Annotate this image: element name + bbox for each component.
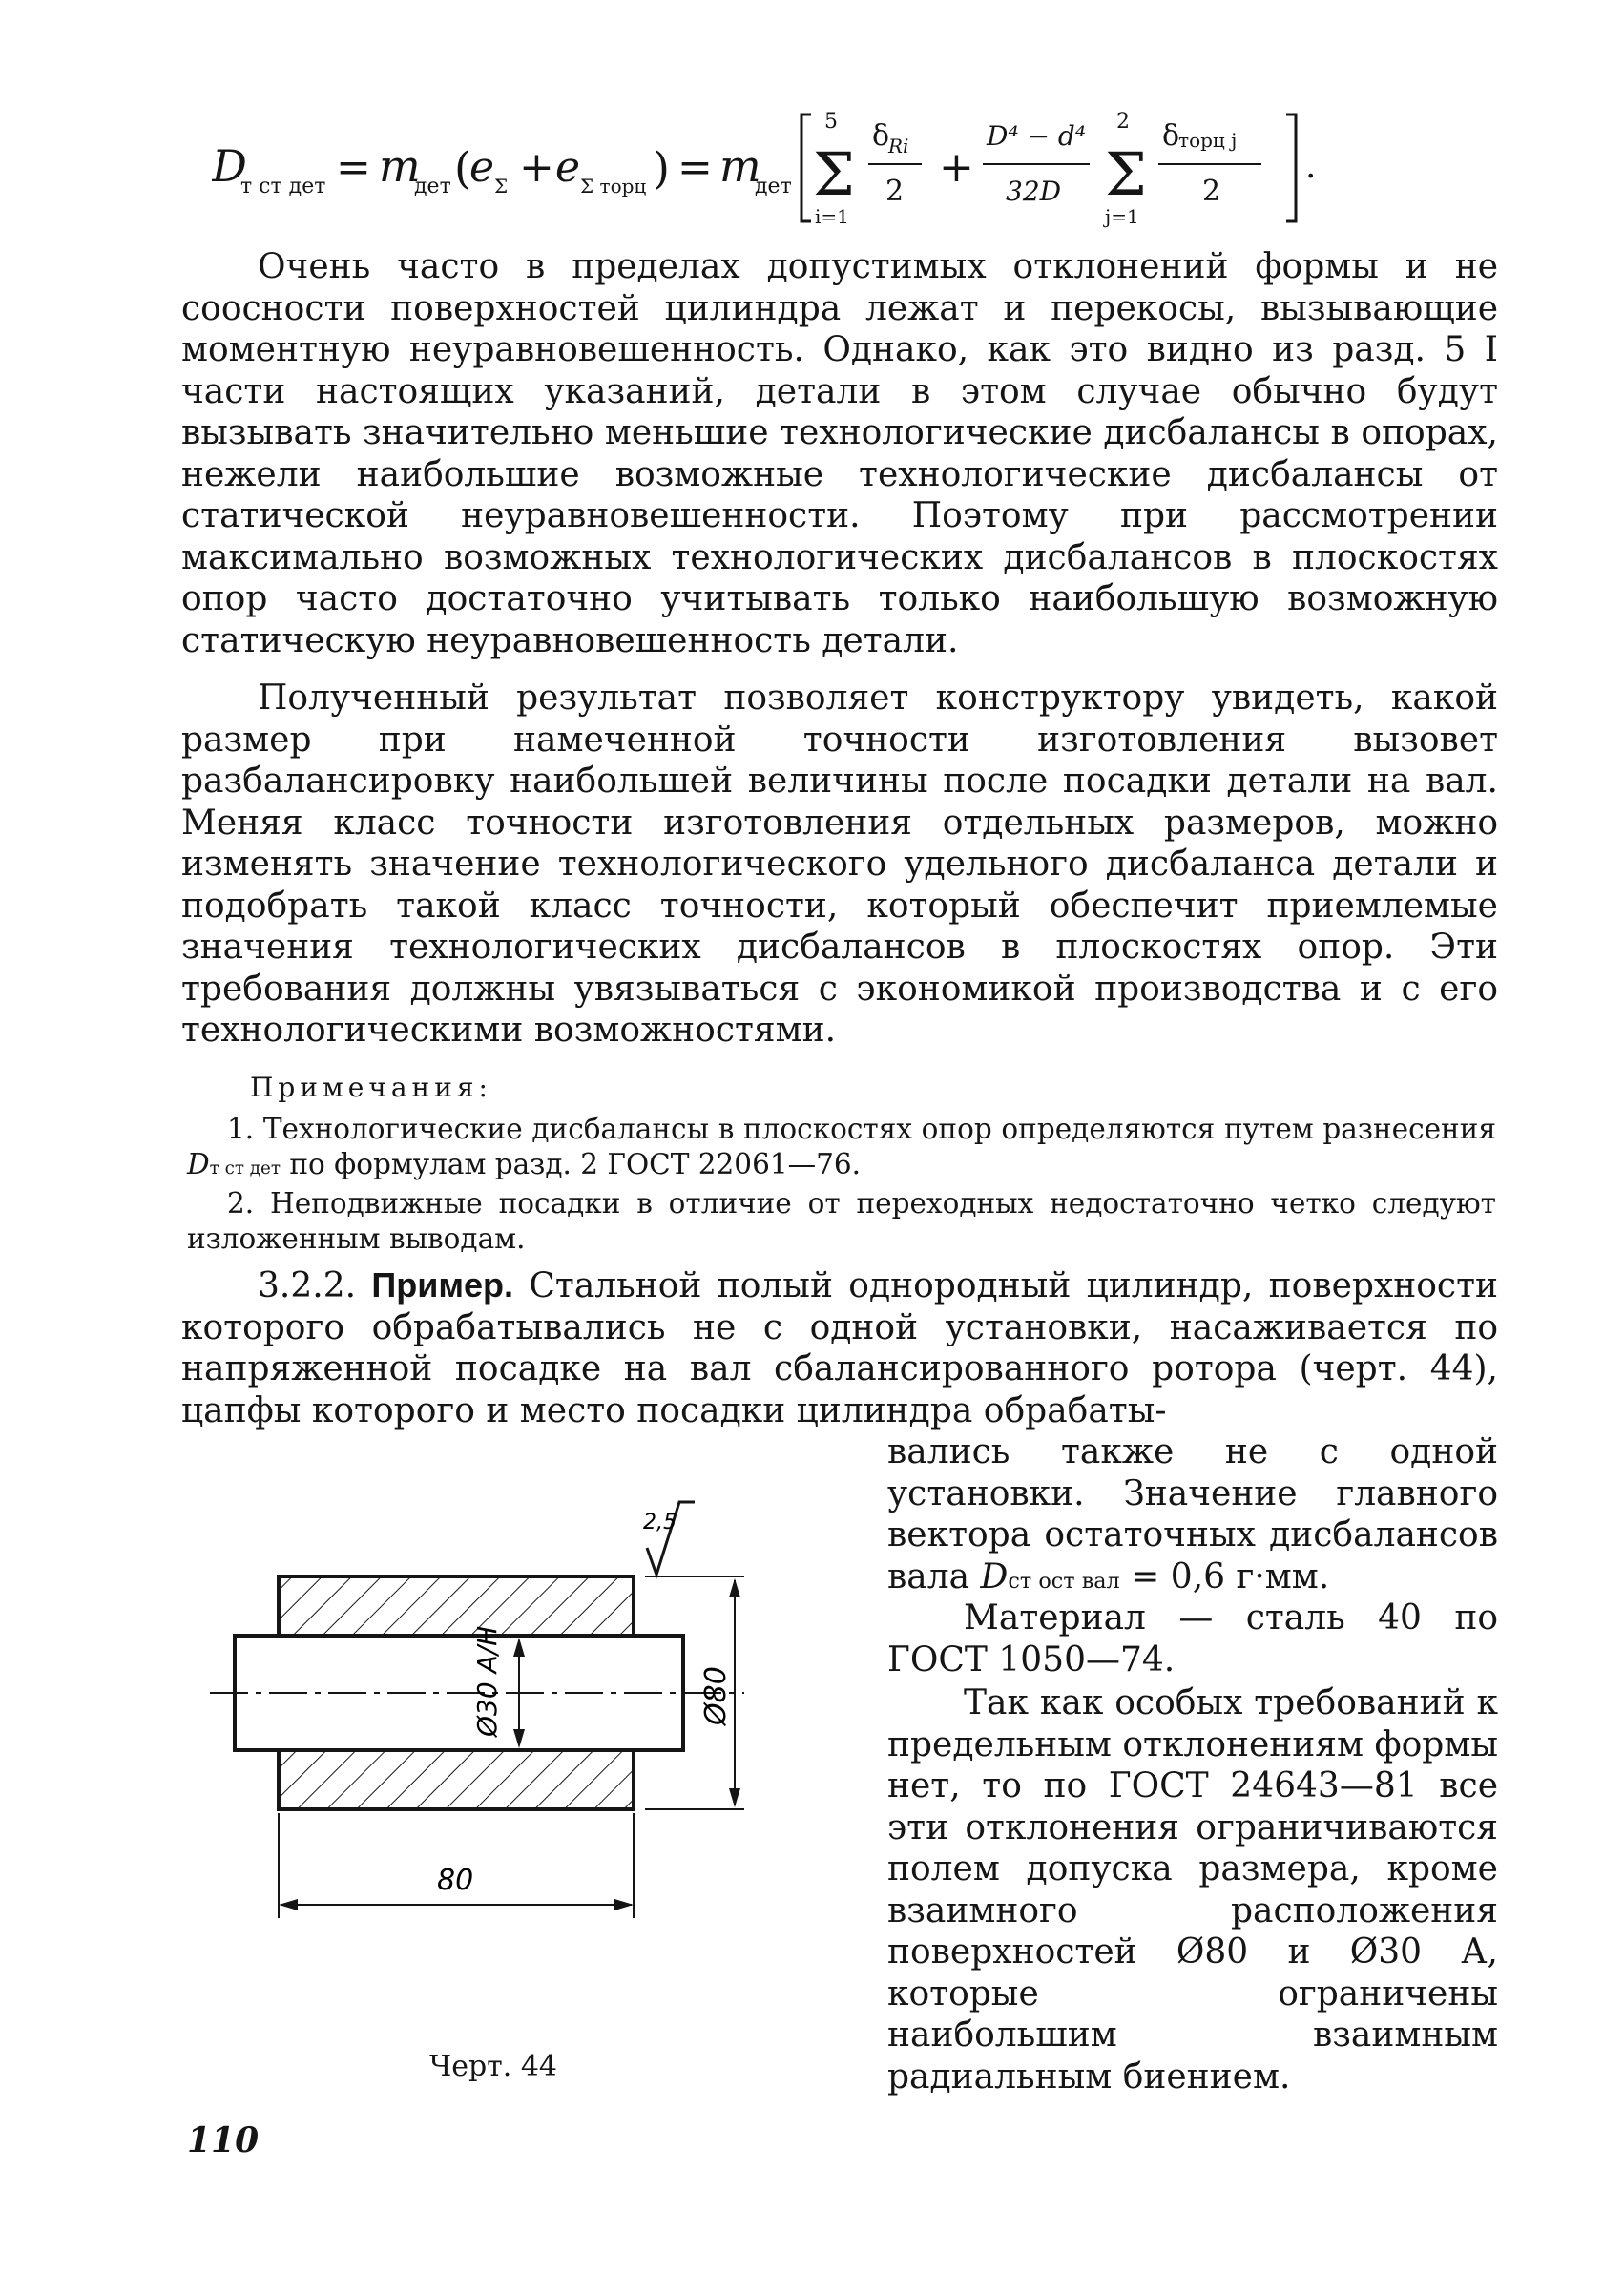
formula-e2: e: [555, 143, 581, 192]
example-number: 3.2.2.: [258, 1266, 357, 1305]
formula-plus1: +: [519, 143, 554, 192]
outer-dim-arrow-bottom: [729, 1788, 740, 1807]
frac2-num: D⁴ − d⁴: [987, 120, 1087, 152]
bracket-right: [1286, 115, 1296, 221]
drawing-chert-44: [172, 1489, 840, 2023]
figure-caption: Черт. 44: [429, 2050, 557, 2083]
example-paragraph: [181, 1264, 1498, 1431]
roughness-value: 2,5: [643, 1511, 677, 1534]
formula-m: m: [379, 140, 421, 192]
formula-plus2: +: [939, 143, 974, 192]
paragraph-2: Полученный результат позволяет конструктору увидеть, какой размер при намеченной точности изготовления вызовет разбалансировку наибольшей величины после посадки детали на вал. Меняя класс точности изготовления отдельных размеров, можно изменять значение технологического удельного дисбаланса детали и подобрать такой класс точности, который обеспечит приемлемые значения технологических дисбалансов в плоскостях опор. Эти требования должны увязываться с экономикой производства и с его технологическими возможностями.: [181, 678, 1498, 1050]
formula-paren-open: (: [454, 142, 471, 194]
formula-m2: m: [719, 140, 761, 192]
frac1-num-sub: Ri: [888, 135, 909, 157]
example-right-symbol: D: [980, 1556, 1009, 1597]
example-right-text: [887, 1431, 1498, 1602]
material-paragraph: Материал — сталь 40 по ГОСТ 1050—74.: [887, 1598, 1498, 1680]
sum2-upper: 2: [1116, 110, 1130, 134]
example-text: Стальной полый однородный цилиндр, поверхности которого обрабатывались не с одной установки, насаживается по напряженной посадке на вал сбалансированного ротора (черт. 44), цапфы которого и место посадки цилиндра обрабаты-: [181, 1266, 1498, 1430]
frac3-den: 2: [1202, 175, 1221, 208]
formula-m-sub: дет: [414, 175, 451, 198]
sum2-sigma: Σ: [1105, 139, 1147, 209]
example-right-text-a: вались также не с одной установки. Значение главного вектора остаточных дисбалансов вала: [887, 1432, 1498, 1597]
formula-e1-sub: Σ: [494, 175, 509, 198]
outer-dim-arrow-top: [729, 1578, 740, 1597]
formula-lhs: D: [212, 140, 247, 192]
formula-paren-close: ): [653, 142, 670, 194]
notes-title: Примечания:: [250, 1072, 492, 1103]
sum1-sigma: Σ: [813, 139, 855, 209]
cylinder-wall-upper: [279, 1576, 634, 1636]
note-1-text-b: по формулам разд. 2 ГОСТ 22061—76.: [280, 1148, 862, 1180]
sum2-lower: j=1: [1105, 205, 1139, 228]
example-label: Пример.: [371, 1265, 514, 1305]
formula-e1: e: [469, 143, 495, 192]
formula: [212, 107, 1452, 231]
formula-period: .: [1305, 147, 1317, 186]
note-2: 2. Неподвижные посадки в отличие от переходных недостаточно четко следуют изложенным выводам.: [187, 1187, 1496, 1255]
bracket-left: [802, 115, 811, 221]
frac1-num: δ: [872, 119, 890, 153]
formula-lhs-sub: т ст дет: [240, 175, 326, 198]
paragraph-1: Очень часто в пределах допустимых отклонений формы и не соосности поверхностей цилиндра лежат и перекосы, вызывающие моментную неуравновешенность. Однако, как это видно из разд. 5 I части настоящих указаний, детали в этом случае обычно будут вызывать значительно меньшие технологические дисбалансы в опорах, нежели наибольшие возможные технологические дисбалансы от статической неуравновешенности. Поэтому при рассмотрении максимально возможных технологических дисбалансов в плоскостях опор часто достаточно учитывать только наибольшую возможную статическую неуравновешенность детали.: [181, 247, 1498, 660]
formula-eq2: =: [677, 143, 713, 192]
frac1-den: 2: [885, 175, 905, 208]
note-1-text-a: 1. Технологические дисбалансы в плоскостях опор определяются путем разнесения: [227, 1113, 1496, 1145]
frac3-num: δ: [1162, 119, 1180, 153]
note-1: [187, 1112, 1496, 1186]
note-1-symbol: D: [187, 1148, 210, 1180]
frac3-num-sub: торц j: [1178, 129, 1238, 152]
example-right-text-b: = 0,6 г·мм.: [1119, 1556, 1330, 1597]
dim-outer-label: Ø80: [699, 1666, 733, 1725]
frac2-den: 32D: [1006, 176, 1062, 207]
sum1-lower: i=1: [815, 205, 849, 228]
page-number: 110: [187, 2120, 260, 2160]
dim-length-label: 80: [437, 1864, 474, 1897]
dim-inner-label: Ø30 A/H: [471, 1625, 503, 1737]
example-right-symbol-sub: ст ост вал: [1008, 1568, 1120, 1594]
length-arrow-left: [279, 1899, 298, 1910]
formula-e2-sub: Σ торц: [580, 175, 647, 198]
formula-m2-sub: дет: [755, 175, 792, 198]
sum1-upper: 5: [824, 110, 838, 134]
formula-eq1: =: [336, 143, 371, 192]
requirements-paragraph: Так как особых требований к предельным отклонениям формы нет, то по ГОСТ 24643—81 все эти отклонения ограничиваются полем допуска размера, кроме взаимного расположения поверхностей Ø80 и Ø30 А, которые ограничены наибольшим взаимным радиальным биением.: [887, 1683, 1499, 2097]
note-1-symbol-sub: т ст дет: [209, 1158, 281, 1179]
length-arrow-right: [614, 1899, 634, 1910]
cylinder-wall-lower: [279, 1750, 634, 1809]
